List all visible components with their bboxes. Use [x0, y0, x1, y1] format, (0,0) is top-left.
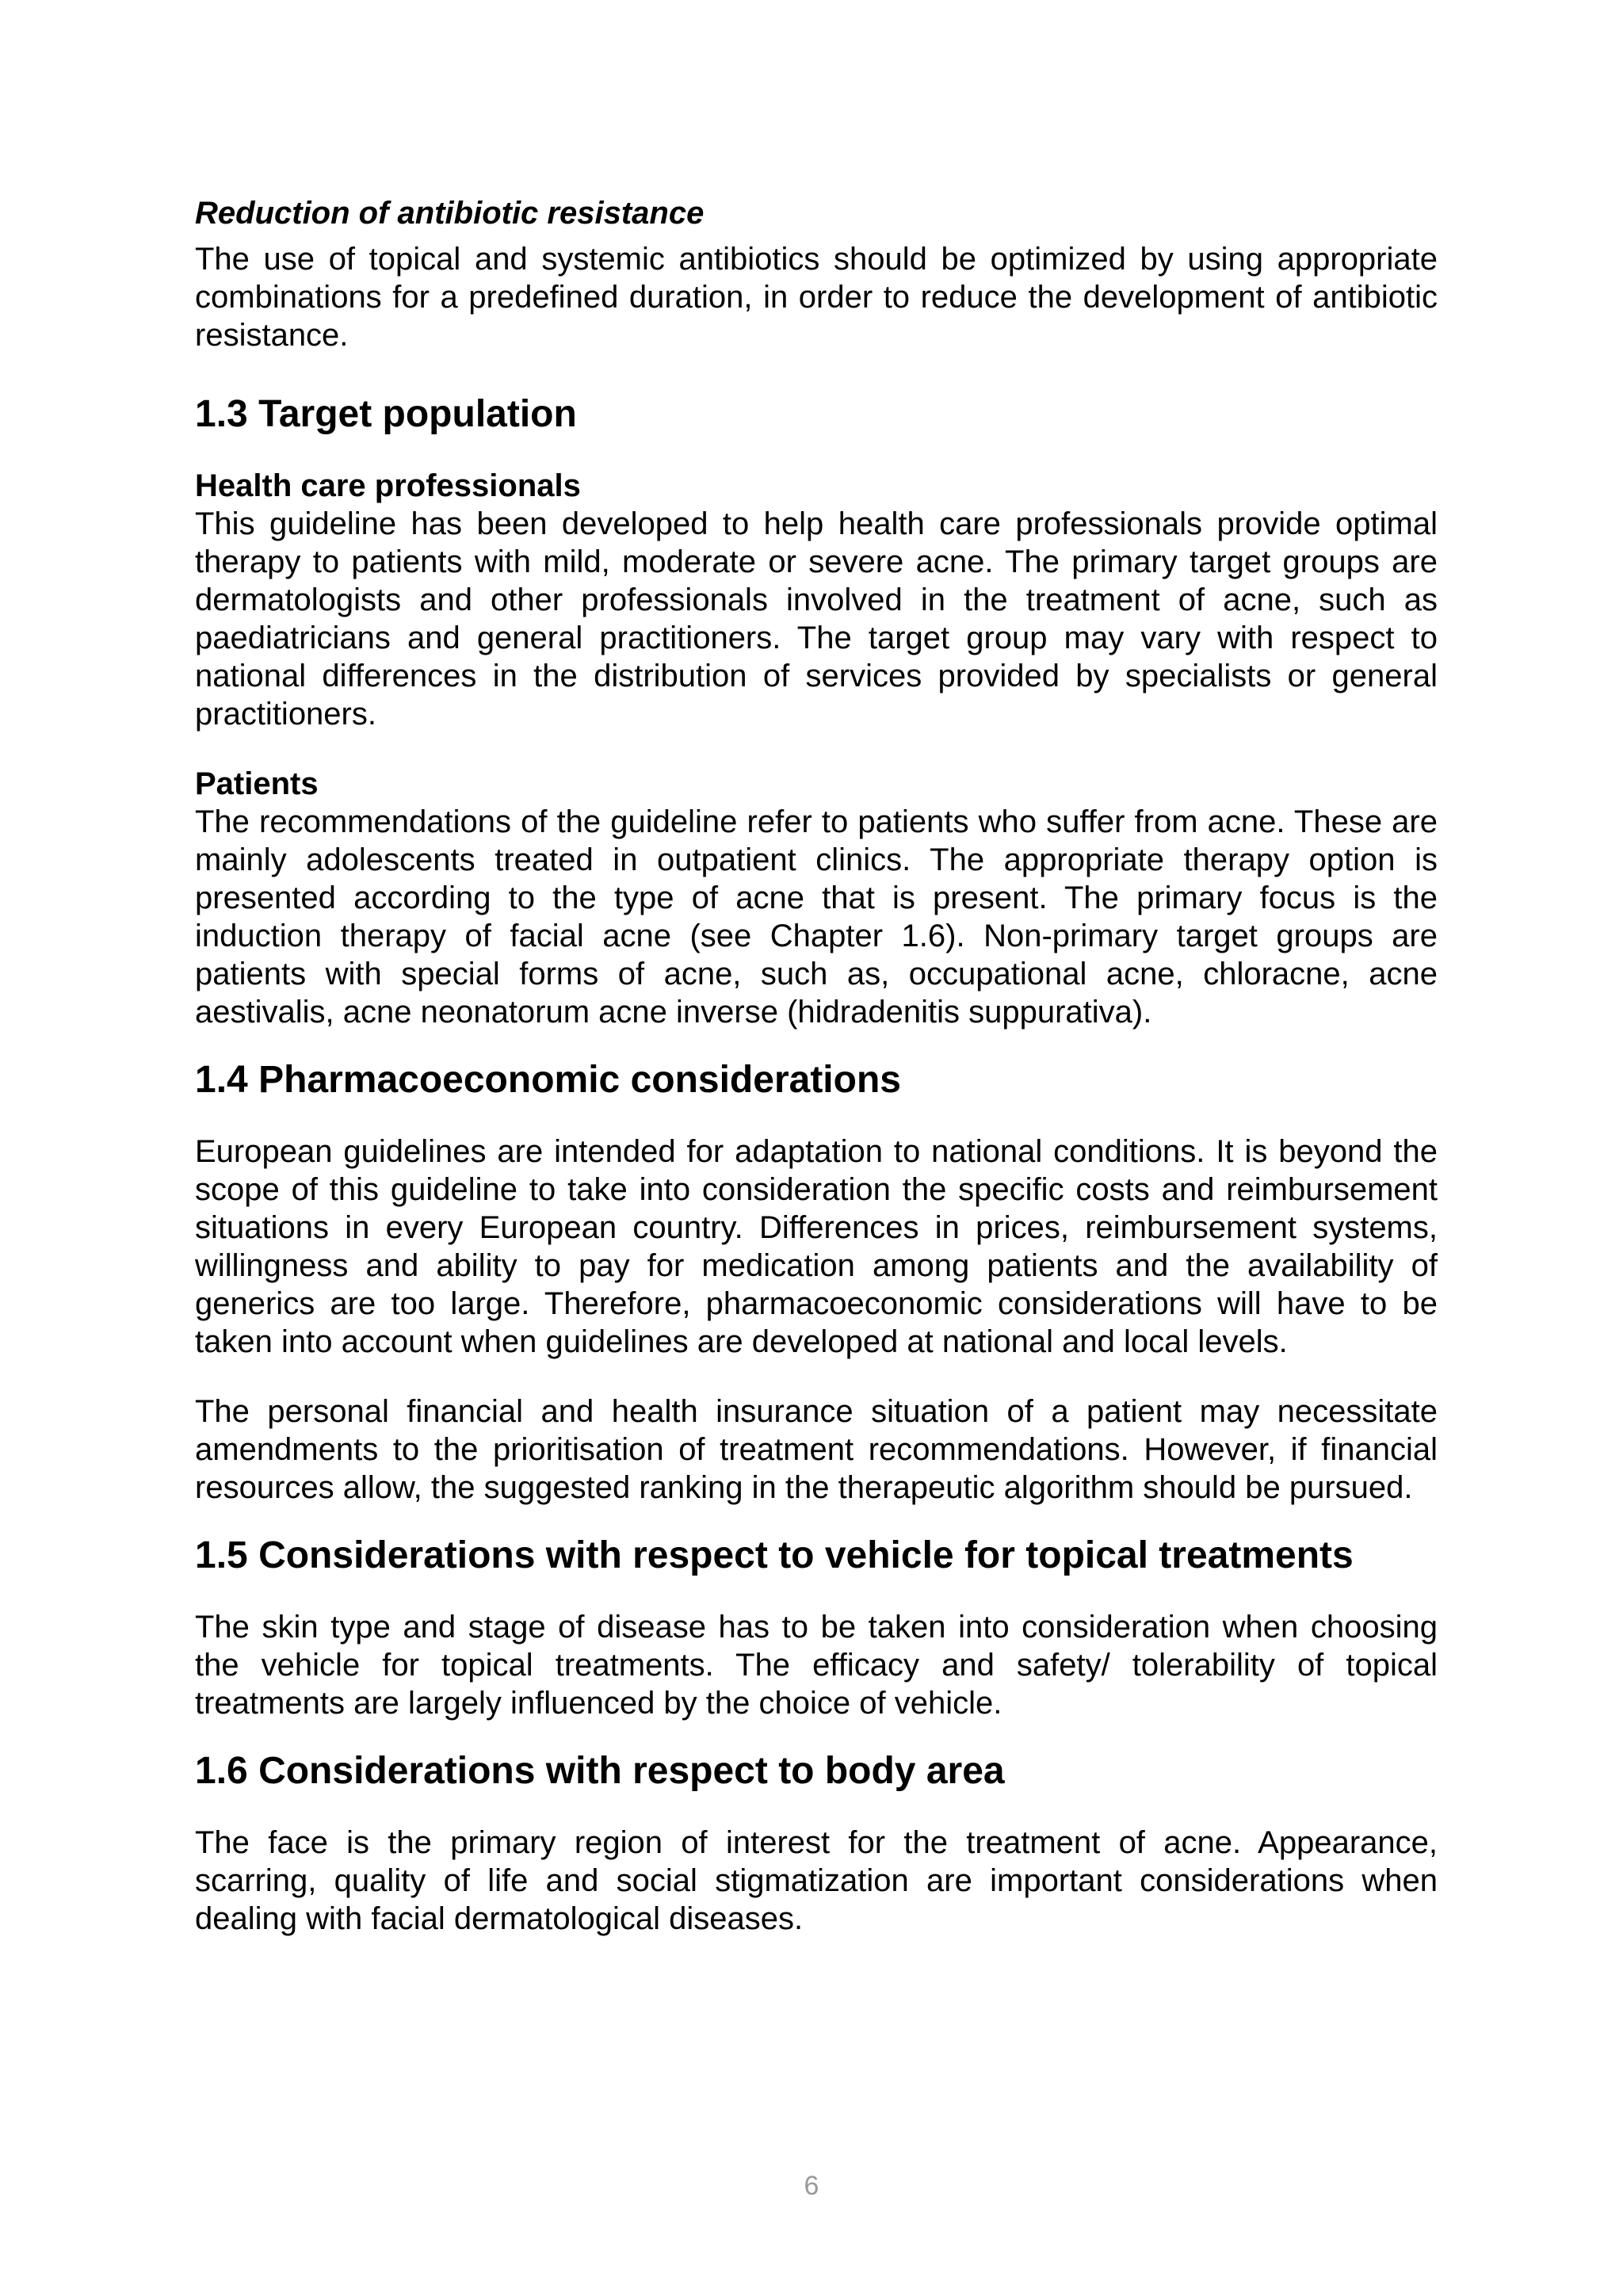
paragraph-body-area: The face is the primary region of interest for the treatment of acne. Appearance, scarring, quality of life and social stigmatization are important considerations when dealing with facial dermatological diseases.: [195, 1825, 1438, 1936]
heading-1-4-pharmacoeconomic: 1.4 Pharmacoeconomic considerations: [195, 1059, 901, 1101]
page-number: 6: [804, 2171, 819, 2201]
paragraph-vehicle-topical: The skin type and stage of disease has to be taken into consideration when choosing the vehicle for topical treatments. The efficacy and safety/ tolerability of topical treatments are largely influenced by the choice of vehicle.: [195, 1610, 1438, 1721]
subheading-health-care-professionals: Health care professionals: [195, 468, 581, 503]
heading-1-3-target-population: 1.3 Target population: [195, 393, 577, 435]
subheading-reduction-antibiotic-resistance: Reduction of antibiotic resistance: [195, 196, 705, 231]
subheading-patients: Patients: [195, 766, 319, 801]
paragraph-pharmacoeconomic-2: The personal financial and health insurance situation of a patient may necessitate amendments to the prioritisation of treatment recommendations. However, if financial resources allow, the suggested ranking in the therapeutic algorithm should be pursued.: [195, 1394, 1438, 1505]
heading-1-5-vehicle-topical: 1.5 Considerations with respect to vehicle for topical treatments: [195, 1534, 1354, 1576]
paragraph-reduction-antibiotic-resistance: The use of topical and systemic antibiotics should be optimized by using appropriate combinations for a predefined duration, in order to reduce the development of antibiotic resistance.: [195, 242, 1438, 353]
page-content: [195, 194, 1438, 1938]
heading-1-6-body-area: 1.6 Considerations with respect to body area: [195, 1750, 1005, 1792]
paragraph-pharmacoeconomic-1: European guidelines are intended for adaptation to national conditions. It is beyond the scope of this guideline to take into consideration the specific costs and reimbursement situations in every European country. Differences in prices, reimbursement systems, willingness and ability to pay for medication among patients and the availability of generics are too large. Therefore, pharmacoeconomic considerations will have to be taken into account when guidelines are developed at national and local levels.: [195, 1134, 1438, 1359]
paragraph-health-care-professionals: This guideline has been developed to help health care professionals provide optimal therapy to patients with mild, moderate or severe acne. The primary target groups are dermatologists and other professionals involved in the treatment of acne, such as paediatricians and general practitioners. The target group may vary with respect to national differences in the distribution of services provided by specialists or general practitioners.: [195, 506, 1438, 732]
paragraph-patients: The recommendations of the guideline refer to patients who suffer from acne. These are mainly adolescents treated in outpatient clinics. The appropriate therapy option is presented according to the type of acne that is present. The primary focus is the induction therapy of facial acne (see Chapter 1.6). Non-primary target groups are patients with special forms of acne, such as, occupational acne, chloracne, acne aestivalis, acne neonatorum acne inverse (hidradenitis suppurativa).: [195, 804, 1438, 1030]
